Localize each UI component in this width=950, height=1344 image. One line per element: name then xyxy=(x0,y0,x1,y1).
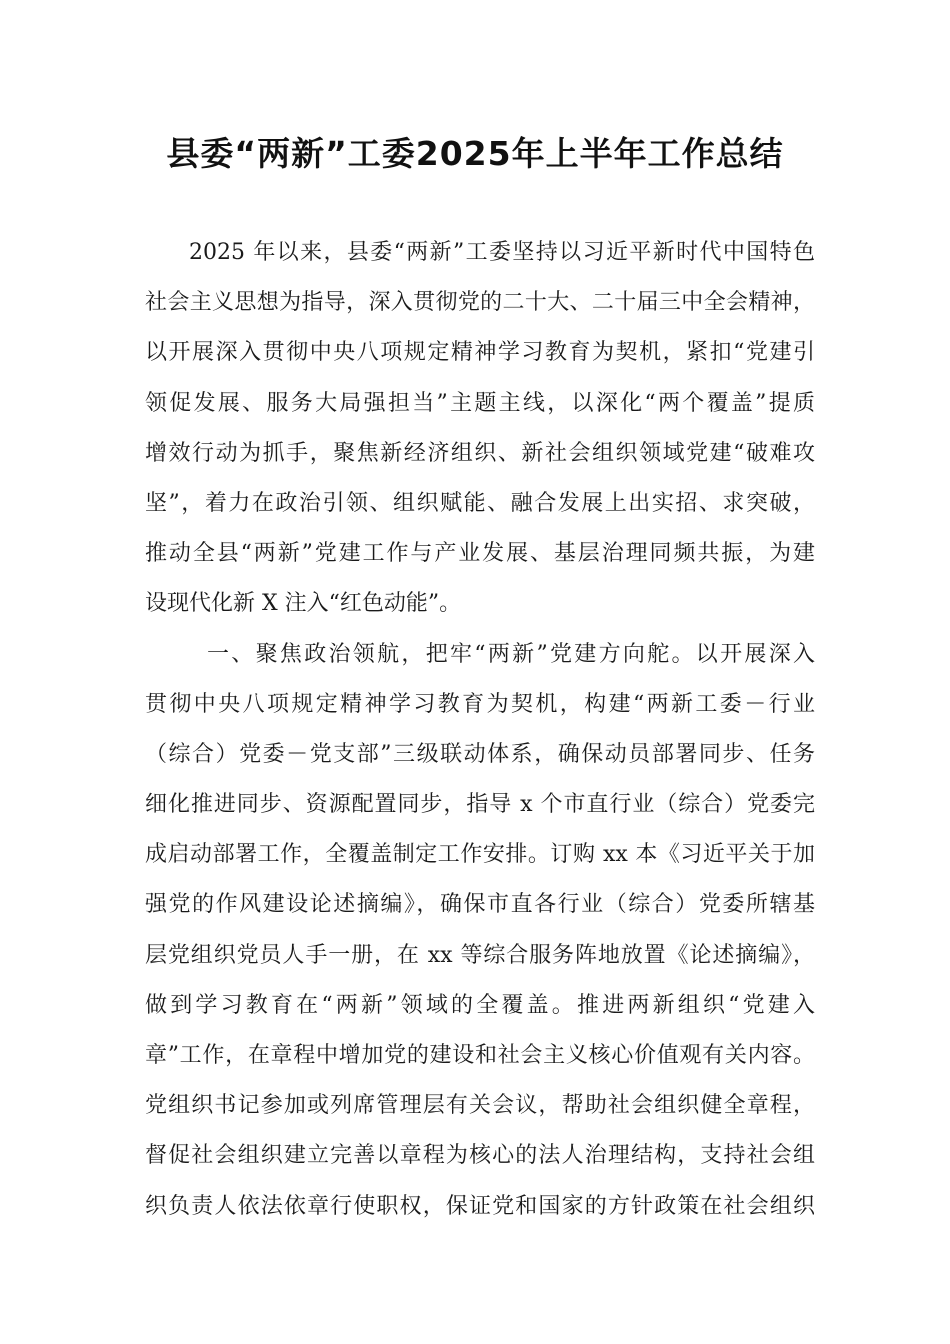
paragraph-1-line-2: 社会主义思想为指导，深入贯彻党的二十大、二十届三中全会精神， xyxy=(145,290,815,316)
paragraph-2-line-10: 党组织书记参加或列席管理层有关会议，帮助社会组织健全章程， xyxy=(145,1093,815,1119)
paragraph-2-line-4: 细化推进同步、资源配置同步，指导 x 个市直行业（综合）党委完 xyxy=(145,792,815,818)
paragraph-2-line-11: 督促社会组织建立完善以章程为核心的法人治理结构，支持社会组 xyxy=(145,1143,815,1169)
paragraph-1-line-5: 增效行动为抓手，聚焦新经济组织、新社会组织领域党建“破难攻 xyxy=(145,440,815,466)
paragraph-2-line-3: （综合）党委－党支部”三级联动体系，确保动员部署同步、任务 xyxy=(145,741,815,767)
paragraph-2-line-8: 做到学习教育在“两新”领域的全覆盖。推进两新组织“党建入 xyxy=(145,992,815,1018)
paragraph-2-line-7: 层党组织党员人手一册，在 xx 等综合服务阵地放置《论述摘编》， xyxy=(145,942,815,968)
paragraph-1-line-1: 2025 年以来，县委“两新”工委坚持以习近平新时代中国特色 xyxy=(189,240,815,265)
paragraph-1-line-6: 坚”，着力在政治引领、组织赋能、融合发展上出实招、求突破， xyxy=(145,490,815,516)
paragraph-2-line-12: 织负责人依法依章行使职权，保证党和国家的方针政策在社会组织 xyxy=(145,1193,815,1219)
document-body xyxy=(145,228,815,1232)
paragraph-2-line-5: 成启动部署工作，全覆盖制定工作安排。订购 xx 本《习近平关于加 xyxy=(145,842,815,868)
paragraph-2-line-9: 章”工作，在章程中增加党的建设和社会主义核心价值观有关内容。 xyxy=(145,1043,815,1068)
paragraph-1-line-3: 以开展深入贯彻中央八项规定精神学习教育为契机，紧扣“党建引 xyxy=(145,340,815,366)
document-title: 县委“两新”工委2025年上半年工作总结 xyxy=(166,134,784,173)
paragraph-1-line-4: 领促发展、服务大局强担当”主题主线，以深化“两个覆盖”提质 xyxy=(145,390,815,416)
paragraph-2-line-1: 一、聚焦政治领航，把牢“两新”党建方向舵。以开展深入 xyxy=(207,641,815,667)
paragraph-2-line-2: 贯彻中央八项规定精神学习教育为契机，构建“两新工委－行业 xyxy=(145,691,815,717)
paragraph-1-line-7: 推动全县“两新”党建工作与产业发展、基层治理同频共振，为建 xyxy=(145,541,815,567)
paragraph-2-line-6: 强党的作风建设论述摘编》，确保市直各行业（综合）党委所辖基 xyxy=(145,892,815,918)
paragraph-1-line-8: 设现代化新 X 注入“红色动能”。 xyxy=(145,591,462,617)
